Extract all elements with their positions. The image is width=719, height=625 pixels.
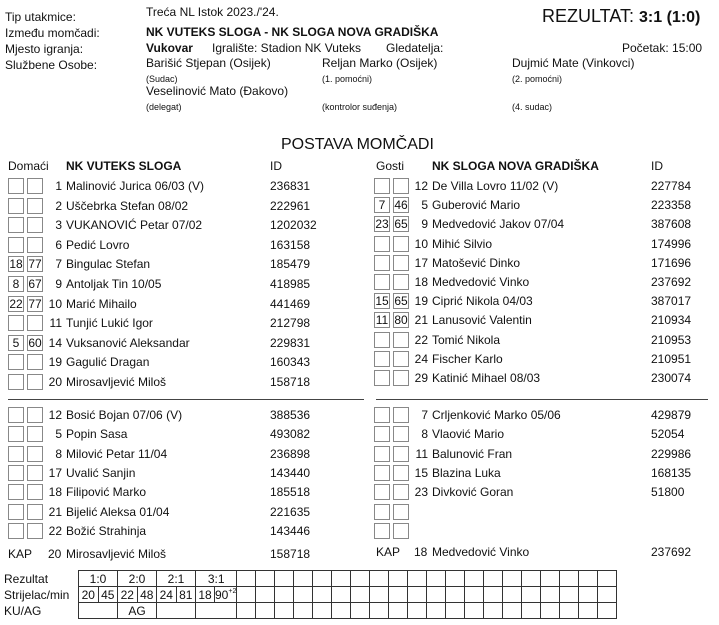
player-row — [0, 523, 719, 542]
player-name: VUKANOVIĆ Petar 07/02 — [66, 218, 203, 233]
player-row — [0, 484, 719, 503]
scorer-min: 45 — [98, 587, 118, 603]
player-number: 10 — [414, 236, 428, 251]
player-id: 236898 — [270, 446, 311, 461]
sub-in-box: 18 — [9, 257, 23, 272]
sub-in-box — [374, 351, 390, 367]
player-id: 223358 — [651, 198, 692, 213]
sub-in-box — [374, 426, 390, 442]
player-id: 210953 — [651, 332, 692, 347]
official-name: Veselinović Mato (Đakovo) — [146, 84, 289, 98]
player-number: 18 — [414, 275, 428, 289]
player-id: 210934 — [651, 313, 692, 328]
official-role: (4. sudac) — [512, 102, 553, 112]
gledatelja: Gledatelja: — [386, 41, 444, 55]
sub-in-box — [374, 255, 390, 271]
empty-cell — [598, 571, 617, 587]
player-id: 171696 — [651, 255, 692, 270]
result — [542, 6, 700, 27]
player-row — [0, 197, 719, 216]
player-number: 8 — [421, 427, 428, 442]
sub-minute-box: 60 — [28, 335, 42, 350]
empty-cell — [446, 571, 465, 587]
official-name: Barišić Stjepan (Osijek) — [146, 56, 271, 70]
player-number: 19 — [414, 294, 428, 309]
player-name: Uščebrka Stefan 08/02 — [66, 198, 189, 213]
player-row — [0, 312, 719, 331]
sub-in-box: 5 — [8, 335, 24, 351]
player-number: 19 — [48, 355, 62, 370]
sub-in-box: 15 — [375, 294, 389, 309]
empty-cell — [370, 571, 389, 587]
home-kap-id: 158718 — [270, 547, 311, 561]
empty-cell — [313, 571, 332, 587]
player-name: Bijelić Aleksa 01/04 — [66, 504, 170, 519]
score-cell: 2:1 — [157, 571, 196, 587]
player-number: 15 — [414, 465, 428, 480]
empty-cell — [484, 571, 503, 587]
scorer-min: 48 — [137, 587, 157, 603]
player-name: Balunović Fran — [432, 446, 513, 461]
official-name: Dujmić Mate (Vinkovci) — [512, 56, 635, 70]
official-role: (1. pomoćni) — [322, 74, 373, 84]
kuag-cell — [157, 603, 196, 619]
player-number: 12 — [414, 179, 428, 193]
strijelac-label: Strijelac/min — [4, 587, 70, 602]
empty-cell — [579, 571, 598, 587]
empty-cell — [389, 603, 408, 619]
empty-cell — [256, 603, 275, 619]
player-number: 11 — [49, 316, 62, 331]
empty-cell — [408, 587, 427, 603]
score-cell: 3:1 — [196, 571, 237, 587]
player-row — [0, 178, 719, 197]
empty-cell — [598, 587, 617, 603]
player-id: 160343 — [270, 355, 311, 370]
result-value: 3:1 (1:0) — [639, 9, 701, 26]
empty-cell — [522, 587, 541, 603]
player-number: 12 — [48, 408, 62, 422]
empty-cell — [332, 603, 351, 619]
player-row — [0, 216, 719, 235]
empty-cell — [560, 587, 579, 603]
empty-cell — [294, 587, 313, 603]
empty-cell — [313, 587, 332, 603]
player-number: 21 — [48, 504, 62, 519]
away-id-header: ID — [651, 159, 663, 173]
player-id: 51800 — [651, 485, 685, 500]
player-number: 23 — [414, 485, 428, 500]
empty-cell — [522, 603, 541, 619]
player-name: Uvalić Sanjin — [66, 465, 136, 480]
home-kap-name: Mirosavljević Miloš — [66, 547, 167, 561]
match-title: NK VUTEKS SLOGA - NK SLOGA NOVA GRADIŠKA — [146, 25, 439, 39]
tip-value: Treća NL Istok 2023./'24. — [146, 5, 279, 19]
empty-cell — [579, 587, 598, 603]
player-number: 9 — [55, 277, 62, 291]
player-row — [0, 407, 719, 426]
player-name: Medvedović Jakov 07/04 — [432, 217, 565, 232]
sub-in-box — [374, 407, 390, 423]
sub-in-box — [374, 446, 390, 462]
player-name: Medvedović Vinko — [432, 275, 530, 289]
player-number: 2 — [55, 198, 62, 213]
player-name: Vuksanović Aleksandar — [66, 335, 190, 350]
kuag-label: KU/AG — [4, 603, 42, 618]
player-name: Divković Goran — [432, 485, 514, 500]
official-role: (delegat) — [146, 102, 182, 112]
mjesto-value: Vukovar — [146, 41, 193, 55]
empty-cell — [294, 603, 313, 619]
empty-cell — [256, 587, 275, 603]
pocetak: Početak: 15:00 — [622, 41, 703, 55]
sluzbene-label: Službene Osobe: — [5, 58, 98, 72]
sub-in-box — [374, 236, 390, 252]
player-id: 229986 — [651, 446, 692, 461]
away-kap-label: KAP — [376, 545, 401, 559]
player-id: 237692 — [651, 275, 692, 289]
sub-minute-box: 65 — [394, 294, 408, 309]
empty-cell — [351, 571, 370, 587]
player-row — [0, 274, 719, 293]
player-name: Pedić Lovro — [66, 237, 130, 252]
empty-cell — [237, 587, 256, 603]
sub-in-box: 22 — [9, 296, 23, 311]
kuag-cell: AG — [118, 603, 157, 619]
player-name: Guberović Mario — [432, 198, 521, 213]
home-id-header: ID — [270, 159, 282, 173]
empty-cell — [446, 603, 465, 619]
sub-in-box: 8 — [8, 276, 24, 292]
sub-minute-box — [393, 504, 409, 520]
player-name: Malinović Jurica 06/03 (V) — [66, 179, 205, 193]
player-number: 24 — [414, 351, 428, 366]
player-id: 174996 — [651, 236, 692, 251]
empty-cell — [275, 603, 294, 619]
player-name: Filipović Marko — [66, 485, 147, 500]
sub-in-box — [374, 370, 390, 386]
empty-cell — [484, 587, 503, 603]
sub-minute-box: 80 — [394, 313, 408, 328]
player-name: Vlaović Mario — [432, 427, 505, 442]
empty-cell — [484, 603, 503, 619]
player-row — [0, 370, 719, 389]
player-row — [0, 332, 719, 351]
player-id: 143440 — [270, 465, 311, 480]
player-row — [0, 255, 719, 274]
player-id: 52054 — [651, 427, 685, 442]
player-number: 21 — [414, 313, 428, 328]
kuag-cell — [196, 603, 237, 619]
score-cell: 2:0 — [118, 571, 157, 587]
sub-in-box — [374, 465, 390, 481]
empty-cell — [351, 603, 370, 619]
sub-minute-box: 77 — [28, 257, 42, 272]
player-name: Popin Sasa — [66, 427, 128, 442]
home-divider — [8, 399, 364, 400]
empty-cell — [541, 571, 560, 587]
player-id: 158718 — [270, 375, 311, 389]
player-number: 9 — [421, 217, 428, 232]
player-number: 17 — [414, 255, 428, 270]
empty-cell — [465, 587, 484, 603]
player-number: 7 — [421, 408, 428, 422]
player-number: 20 — [48, 375, 62, 389]
player-id: 212798 — [270, 316, 311, 331]
scorer-num: 22 — [118, 587, 138, 603]
player-name: Fischer Karlo — [432, 351, 503, 366]
extra-time-sup: +2 — [228, 587, 237, 595]
player-id: 210951 — [651, 351, 692, 366]
official-role: (kontrolor suđenja) — [322, 102, 398, 112]
sub-minute-box: 67 — [28, 277, 42, 291]
player-id: 429879 — [651, 408, 692, 422]
empty-cell — [408, 571, 427, 587]
player-row — [0, 236, 719, 255]
empty-cell — [560, 603, 579, 619]
player-number: 5 — [55, 427, 62, 442]
home-kap-num: 20 — [48, 547, 62, 561]
empty-cell — [579, 603, 598, 619]
player-row — [0, 446, 719, 465]
player-number: 7 — [55, 257, 62, 272]
player-number: 17 — [48, 465, 62, 480]
sub-in-box — [374, 504, 390, 520]
player-id: 236831 — [270, 179, 311, 193]
sub-in-box — [374, 332, 390, 348]
tip-label: Tip utakmice: — [5, 10, 76, 24]
player-id: 168135 — [651, 465, 692, 480]
player-name: Blazina Luka — [432, 465, 501, 480]
igraliste: Igralište: Stadion NK Vuteks — [212, 41, 361, 55]
result-label: REZULTAT: — [542, 6, 635, 26]
player-id: 418985 — [270, 277, 311, 291]
away-side-label: Gosti — [376, 159, 405, 173]
player-name: Ciprić Nikola 04/03 — [432, 294, 533, 309]
player-id: 185518 — [270, 485, 311, 500]
player-id: 163158 — [270, 237, 311, 252]
empty-cell — [370, 587, 389, 603]
empty-cell — [541, 587, 560, 603]
empty-cell — [598, 603, 617, 619]
sub-in-box: 23 — [375, 217, 389, 232]
away-divider — [376, 399, 708, 400]
empty-cell — [256, 571, 275, 587]
sub-in-box — [374, 523, 390, 539]
score-table — [0, 570, 617, 619]
empty-cell — [294, 571, 313, 587]
player-number: 8 — [55, 446, 62, 461]
empty-cell — [370, 603, 389, 619]
empty-cell — [408, 603, 427, 619]
empty-cell — [389, 571, 408, 587]
empty-cell — [503, 571, 522, 587]
empty-cell — [351, 587, 370, 603]
player-id: 185479 — [270, 257, 311, 272]
kuag-cell — [79, 603, 118, 619]
empty-cell — [427, 587, 446, 603]
empty-cell — [427, 603, 446, 619]
sub-in-box — [374, 274, 390, 290]
empty-cell — [275, 571, 294, 587]
sub-minute-box — [393, 523, 409, 539]
empty-cell — [427, 571, 446, 587]
player-number: 6 — [55, 237, 62, 252]
player-id: 227784 — [651, 179, 692, 193]
sub-minute-box: 77 — [28, 296, 42, 311]
empty-cell — [541, 603, 560, 619]
player-name: Katinić Mihael 08/03 — [432, 371, 541, 385]
player-name: Tunjić Lukić Igor — [66, 316, 153, 331]
home-kap-label: KAP — [8, 547, 33, 561]
empty-cell — [237, 603, 256, 619]
empty-cell — [332, 587, 351, 603]
izmedu-label: Između momčadi: — [5, 26, 100, 40]
player-name: Tomić Nikola — [432, 332, 501, 347]
away-kap-id: 237692 — [651, 545, 692, 559]
player-name: Mirosavljević Miloš — [66, 375, 167, 389]
scorer-min: 81 — [176, 587, 196, 603]
player-name: Lanusović Valentin — [432, 313, 532, 328]
rezultat-label: Rezultat — [4, 571, 49, 586]
player-name: Marić Mihailo — [66, 296, 137, 311]
empty-cell — [560, 571, 579, 587]
player-name: Božić Strahinja — [66, 523, 147, 538]
player-row — [0, 426, 719, 445]
empty-cell — [332, 571, 351, 587]
player-number: 22 — [414, 332, 428, 347]
player-id: 143446 — [270, 523, 311, 538]
player-name: Matošević Dinko — [432, 255, 521, 270]
scorer-num: 18 — [196, 587, 215, 603]
player-number: 29 — [414, 371, 428, 385]
home-team-name: NK VUTEKS SLOGA — [66, 159, 182, 173]
player-row — [0, 351, 719, 370]
player-number: 11 — [415, 446, 428, 461]
player-id: 230074 — [651, 371, 692, 385]
player-name: Mihić Silvio — [432, 236, 493, 251]
player-number: 10 — [48, 296, 62, 311]
player-id: 493082 — [270, 427, 311, 442]
empty-cell — [503, 587, 522, 603]
player-id: 387017 — [651, 294, 692, 309]
official-role: (Sudac) — [146, 74, 178, 84]
scorer-min — [215, 587, 237, 603]
empty-cell — [275, 587, 294, 603]
player-id: 221635 — [270, 504, 311, 519]
player-id: 441469 — [270, 296, 311, 311]
player-number: 14 — [48, 335, 62, 350]
player-name: Gagulić Dragan — [66, 355, 150, 370]
empty-cell — [313, 603, 332, 619]
player-name: Milović Petar 11/04 — [66, 446, 168, 461]
player-name: Bingulac Stefan — [66, 257, 151, 272]
sub-in-box — [374, 484, 390, 500]
player-row — [0, 293, 719, 312]
scorer-num: 24 — [157, 587, 177, 603]
player-name: Antoljak Tin 10/05 — [66, 277, 162, 291]
sub-in-box — [374, 178, 390, 194]
empty-cell — [446, 587, 465, 603]
player-number: 22 — [48, 523, 62, 538]
player-row — [0, 504, 719, 523]
official-role: (2. pomoćni) — [512, 74, 563, 84]
sub-in-box: 11 — [375, 313, 389, 328]
player-name: Bosić Bojan 07/06 (V) — [66, 408, 183, 422]
empty-cell — [237, 571, 256, 587]
player-id: 1202032 — [270, 218, 317, 233]
player-id: 222961 — [270, 198, 311, 213]
player-number: 5 — [421, 198, 428, 213]
scorer-min-value: 90 — [215, 587, 229, 602]
player-number: 3 — [55, 218, 62, 233]
empty-cell — [465, 603, 484, 619]
player-name: De Villa Lovro 11/02 (V) — [432, 179, 559, 193]
player-row — [0, 465, 719, 484]
player-id: 387608 — [651, 217, 692, 232]
home-side-label: Domaći — [8, 159, 49, 173]
postava-title: POSTAVA MOMČADI — [281, 136, 434, 153]
sub-minute-box: 65 — [394, 217, 408, 232]
away-team-name: NK SLOGA NOVA GRADIŠKA — [432, 159, 599, 173]
sub-minute-box: 46 — [394, 198, 408, 213]
sub-in-box: 7 — [374, 197, 390, 213]
official-name: Reljan Marko (Osijek) — [322, 56, 438, 70]
player-name: Crljenković Marko 05/06 — [432, 408, 561, 422]
empty-cell — [522, 571, 541, 587]
player-number: 18 — [48, 485, 62, 500]
mjesto-label: Mjesto igranja: — [5, 42, 84, 56]
away-kap-num: 18 — [414, 545, 428, 559]
score-cell: 1:0 — [79, 571, 118, 587]
empty-cell — [465, 571, 484, 587]
empty-cell — [389, 587, 408, 603]
away-kap-name: Medvedović Vinko — [432, 545, 530, 559]
empty-cell — [503, 603, 522, 619]
player-id: 388536 — [270, 408, 311, 422]
scorer-num: 20 — [79, 587, 99, 603]
player-number: 1 — [55, 179, 62, 193]
player-id: 229831 — [270, 335, 311, 350]
